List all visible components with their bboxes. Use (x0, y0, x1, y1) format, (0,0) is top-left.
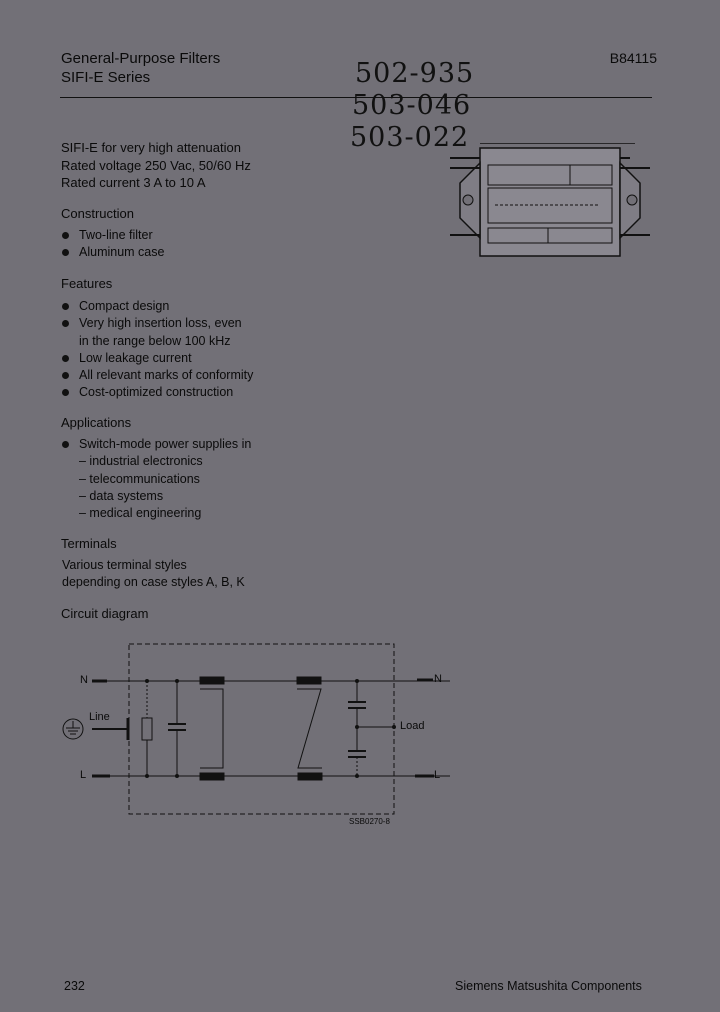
features-list (62, 298, 253, 402)
list-item: Low leakage current (62, 350, 253, 367)
label-load: Load (400, 720, 425, 732)
construction-list (62, 227, 164, 262)
terminals-text: Various terminal styles depending on case styles A, B, K (62, 558, 245, 590)
bullet-icon (62, 389, 69, 396)
list-item: Compact design (62, 298, 253, 315)
title-line-1: General-Purpose Filters (61, 50, 221, 67)
list-item: Cost-optimized construction (62, 384, 253, 401)
company-name: Siemens Matsushita Components (455, 979, 642, 993)
label-l-left: L (80, 769, 87, 781)
filter-case-icon (450, 143, 650, 263)
bullet-icon (62, 249, 69, 256)
part-number: B84115 (609, 50, 657, 66)
list-item: Very high insertion loss, even (62, 315, 253, 332)
applications-list (62, 436, 251, 522)
intro-specs (61, 139, 251, 192)
features-heading: Features (61, 276, 113, 291)
bullet-icon (62, 355, 69, 362)
circuit-heading: Circuit diagram (61, 606, 149, 621)
bullet-icon (62, 372, 69, 379)
label-l-right: L (434, 769, 441, 781)
document-title (61, 49, 220, 87)
sub-list-item: – industrial electronics (79, 454, 203, 469)
bullet-icon (62, 441, 69, 448)
bullet-icon (62, 303, 69, 310)
list-item: Switch-mode power supplies in (62, 436, 251, 453)
list-item-continuation: in the range below 100 kHz (79, 333, 231, 348)
list-item: All relevant marks of conformity (62, 367, 253, 384)
list-item: Aluminum case (62, 244, 164, 261)
sub-list-item: – medical engineering (79, 506, 202, 521)
bullet-icon (62, 320, 69, 327)
handwritten-note-2: 503-046 (352, 90, 472, 121)
applications-heading: Applications (61, 415, 132, 430)
intro-line-1: SIFI-E for very high attenuation (61, 140, 241, 155)
construction-heading: Construction (61, 206, 134, 221)
intro-line-3: Rated current 3 A to 10 A (61, 175, 206, 190)
label-n-right: N (434, 673, 442, 685)
list-item: Two-line filter (62, 227, 164, 244)
handwritten-note-1: 502-935 (355, 58, 475, 89)
label-n-left: N (80, 674, 88, 686)
sub-list-item: – telecommunications (79, 471, 200, 486)
sub-list-item: – data systems (79, 488, 164, 503)
product-photo (450, 143, 650, 263)
page-number: 232 (64, 979, 85, 993)
circuit-diagram (50, 630, 470, 830)
label-line: Line (89, 711, 110, 723)
handwritten-note-3: 503-022 (350, 122, 470, 153)
terminals-heading: Terminals (61, 536, 117, 551)
bullet-icon (62, 232, 69, 239)
title-line-2: SIFI-E Series (61, 69, 151, 86)
drawing-code: SSB0270-8 (349, 817, 390, 826)
intro-line-2: Rated voltage 250 Vac, 50/60 Hz (61, 157, 251, 173)
